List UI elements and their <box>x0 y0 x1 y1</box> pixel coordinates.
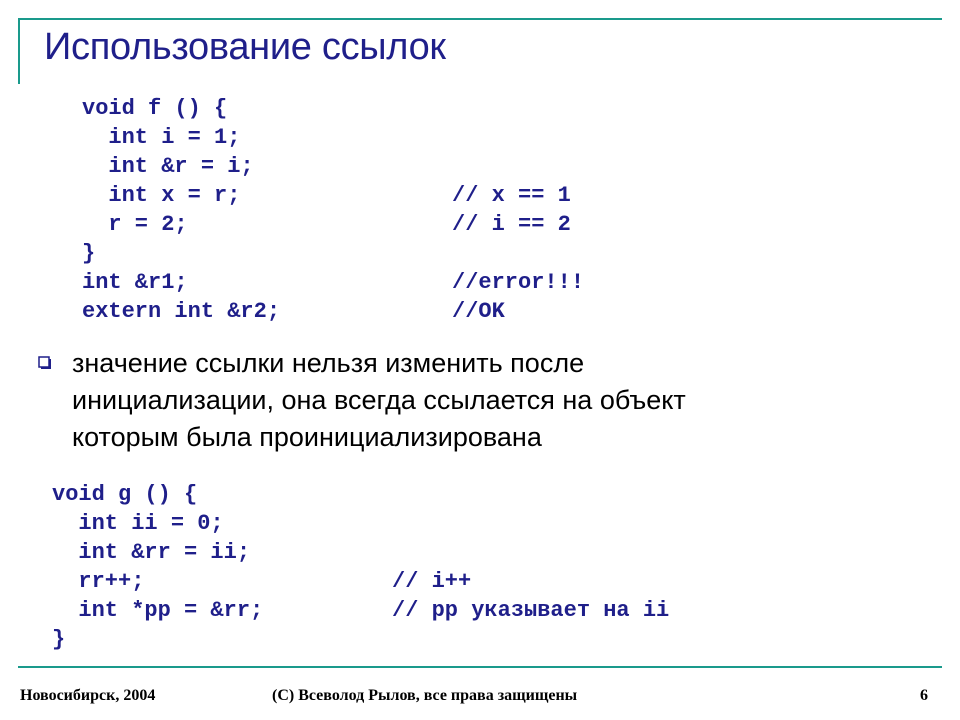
code-line <box>52 567 472 596</box>
code-comment: // x == 1 <box>452 183 571 208</box>
code-line <box>82 181 571 210</box>
code-text: int &rr = ii; <box>52 540 251 565</box>
code-line <box>52 509 263 538</box>
code-line <box>82 123 280 152</box>
bullet-line: инициализации, она всегда ссылается на объект <box>72 385 686 415</box>
code-text: void g () { <box>52 482 198 507</box>
checkbox-bullet-icon <box>38 356 52 370</box>
code-text: int &r1; <box>82 270 188 295</box>
code-line <box>82 268 585 297</box>
code-text: int x = r; <box>82 183 241 208</box>
bullet-line: которым была проинициализирована <box>72 422 542 452</box>
code-line <box>52 625 263 654</box>
code-text: int &r = i; <box>82 154 254 179</box>
code-line <box>82 94 280 123</box>
footer-rule <box>18 666 942 668</box>
code-text: int *pp = &rr; <box>52 598 264 623</box>
code-text: int ii = 0; <box>52 511 224 536</box>
code-comment: //error!!! <box>452 270 585 295</box>
code-comment: // i++ <box>392 569 472 594</box>
code-block-f <box>82 94 585 326</box>
bullet-line: значение ссылки нельзя изменить после <box>72 348 585 378</box>
code-line <box>82 239 280 268</box>
title-vertical-rule <box>18 18 20 84</box>
code-line <box>52 480 263 509</box>
footer-location: Новосибирск, 2004 <box>20 687 156 704</box>
code-text: void f () { <box>82 96 228 121</box>
code-line <box>52 596 670 625</box>
code-text: } <box>52 627 66 652</box>
code-comment: // i == 2 <box>452 212 571 237</box>
code-text: rr++; <box>52 569 145 594</box>
title-horizontal-rule <box>18 18 942 20</box>
code-comment: // pp указывает на ii <box>392 598 670 623</box>
footer-copyright: (С) Всеволод Рылов, все права защищены <box>272 687 578 704</box>
bullet-text <box>72 345 832 456</box>
code-line <box>82 152 280 181</box>
code-line <box>52 538 263 567</box>
page-number: 6 <box>920 687 928 704</box>
code-line <box>82 210 571 239</box>
code-text: extern int &r2; <box>82 299 281 324</box>
code-line <box>82 297 505 326</box>
code-comment: //OK <box>452 299 505 324</box>
code-block-g <box>52 480 670 654</box>
slide-title: Использование ссылок <box>44 26 446 68</box>
code-text: r = 2; <box>82 212 188 237</box>
code-text: int i = 1; <box>82 125 241 150</box>
code-text: } <box>82 241 96 266</box>
